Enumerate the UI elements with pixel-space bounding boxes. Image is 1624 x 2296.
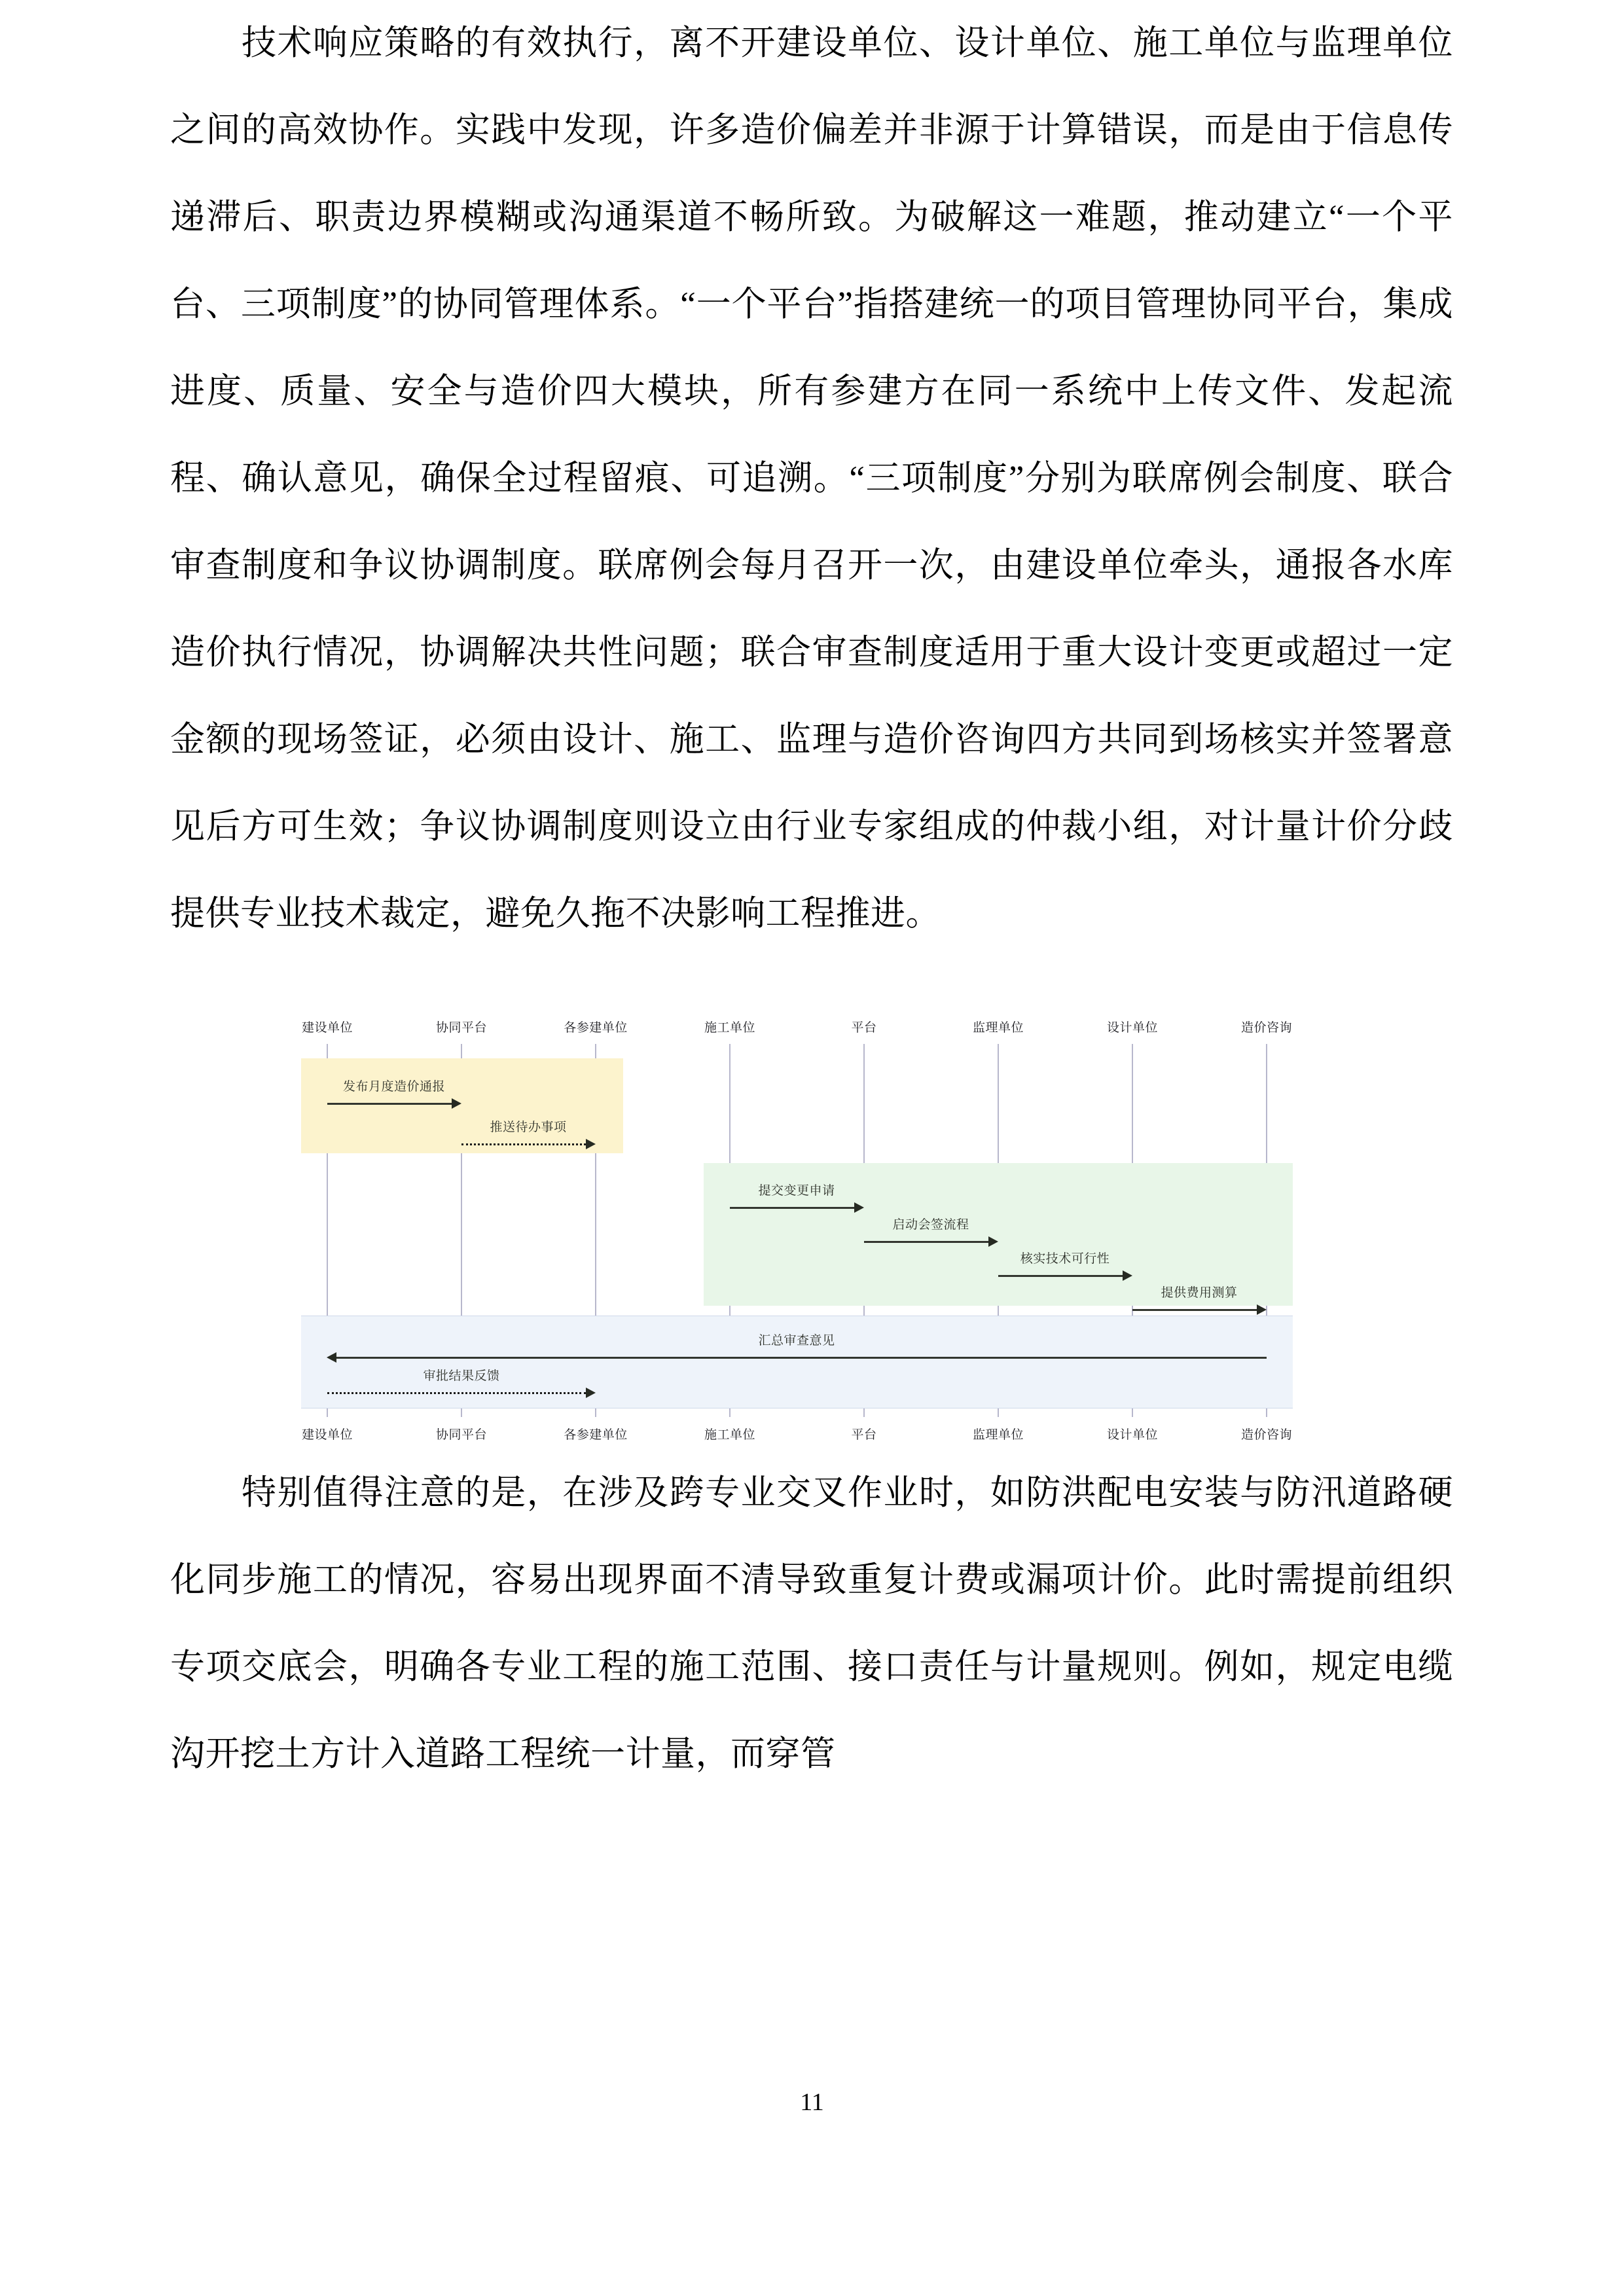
message-line-1 xyxy=(461,1143,586,1145)
message-line-6 xyxy=(336,1357,1267,1359)
actor-label-top-zaojia: 造价咨询 xyxy=(1240,1021,1293,1035)
group-band-1 xyxy=(301,1058,623,1153)
paragraph-2-text: 特别值得注意的是，在涉及跨专业交叉作业时，如防洪配电安装与防汛道路硬化同步施工的情况，容易出现界面不清导致重复计费或漏项计价。此时需提前组织专项交底会，明确各专业工程的施工范围、接口责任与计量规则。例如，规定电缆沟开挖土方计入道路工程统一计量，而穿管 xyxy=(170,1474,1453,1773)
actor-label-top-pingtai: 平台 xyxy=(851,1021,877,1035)
actor-label-top-shigong: 施工单位 xyxy=(704,1021,756,1035)
actor-label-bottom-jianli: 监理单位 xyxy=(972,1428,1024,1442)
message-label-5: 提供费用测算 xyxy=(1161,1286,1238,1300)
message-line-0 xyxy=(327,1103,452,1105)
actor-label-top-jianshe: 建设单位 xyxy=(301,1021,353,1035)
message-arrow-2 xyxy=(854,1202,864,1213)
paragraph-2 xyxy=(170,1450,1453,1798)
message-arrow-6 xyxy=(327,1352,336,1363)
paragraph-1-text: 技术响应策略的有效执行，离不开建设单位、设计单位、施工单位与监理单位之间的高效协作。实践中发现，许多造价偏差并非源于计算错误，而是由于信息传递滞后、职责边界模糊或沟通渠道不畅所致。为破解这一难题，推动建立“一个平台、三项制度”的协同管理体系。“一个平台”指搭建统一的项目管理协同平台，集成进度、质量、安全与造价四大模块，所有参建方在同一系统中上传文件、发起流程、确认意见，确保全过程留痕、可追溯。“三项制度”分别为联席例会制度、联合审查制度和争议协调制度。联席例会每月召开一次，由建设单位牵头，通报各水库造价执行情况，协调解决共性问题；联合审查制度适用于重大设计变更或超过一定金额的现场签证，必须由设计、施工、监理与造价咨询四方共同到场核实并签署意见后方可生效；争议协调制度则设立由行业专家组成的仲裁小组，对计量计价分歧提供专业技术裁定，避免久拖不决影响工程推进。 xyxy=(170,24,1453,933)
message-label-0: 发布月度造价通报 xyxy=(342,1080,446,1094)
message-arrow-7 xyxy=(586,1388,596,1398)
actor-label-bottom-pingtai: 平台 xyxy=(851,1428,877,1442)
page-content xyxy=(170,0,1453,1798)
group-band-3 xyxy=(301,1316,1293,1408)
actor-label-top-xietong: 协同平台 xyxy=(435,1021,488,1035)
paragraph-1 xyxy=(170,0,1453,958)
actor-label-bottom-shigong: 施工单位 xyxy=(704,1428,756,1442)
message-label-1: 推送待办事项 xyxy=(490,1121,567,1134)
message-arrow-4 xyxy=(1123,1270,1132,1281)
message-arrow-5 xyxy=(1257,1304,1267,1315)
actor-label-bottom-canjian: 各参建单位 xyxy=(564,1428,628,1442)
actor-label-bottom-jianshe: 建设单位 xyxy=(301,1428,353,1442)
message-label-3: 启动会签流程 xyxy=(892,1218,969,1232)
message-label-7: 审批结果反馈 xyxy=(423,1369,500,1383)
message-arrow-3 xyxy=(988,1236,998,1247)
actor-label-bottom-xietong: 协同平台 xyxy=(435,1428,488,1442)
page-number: 11 xyxy=(800,2089,824,2116)
sequence-diagram-figure xyxy=(236,1018,1388,1450)
actor-label-top-canjian: 各参建单位 xyxy=(564,1021,628,1035)
message-line-2 xyxy=(730,1207,854,1209)
message-line-7 xyxy=(327,1392,586,1394)
message-label-4: 核实技术可行性 xyxy=(1020,1252,1110,1266)
actor-label-bottom-sheji: 设计单位 xyxy=(1106,1428,1159,1442)
actor-label-top-jianli: 监理单位 xyxy=(972,1021,1024,1035)
actor-label-bottom-zaojia: 造价咨询 xyxy=(1240,1428,1293,1442)
message-line-4 xyxy=(998,1275,1123,1277)
message-arrow-1 xyxy=(586,1139,596,1149)
message-label-2: 提交变更申请 xyxy=(758,1184,835,1198)
actor-label-top-sheji: 设计单位 xyxy=(1106,1021,1159,1035)
sequence-diagram xyxy=(236,1018,1388,1450)
message-line-5 xyxy=(1132,1309,1257,1311)
message-label-6: 汇总审查意见 xyxy=(758,1334,835,1348)
message-arrow-0 xyxy=(452,1098,461,1109)
message-line-3 xyxy=(864,1241,988,1243)
